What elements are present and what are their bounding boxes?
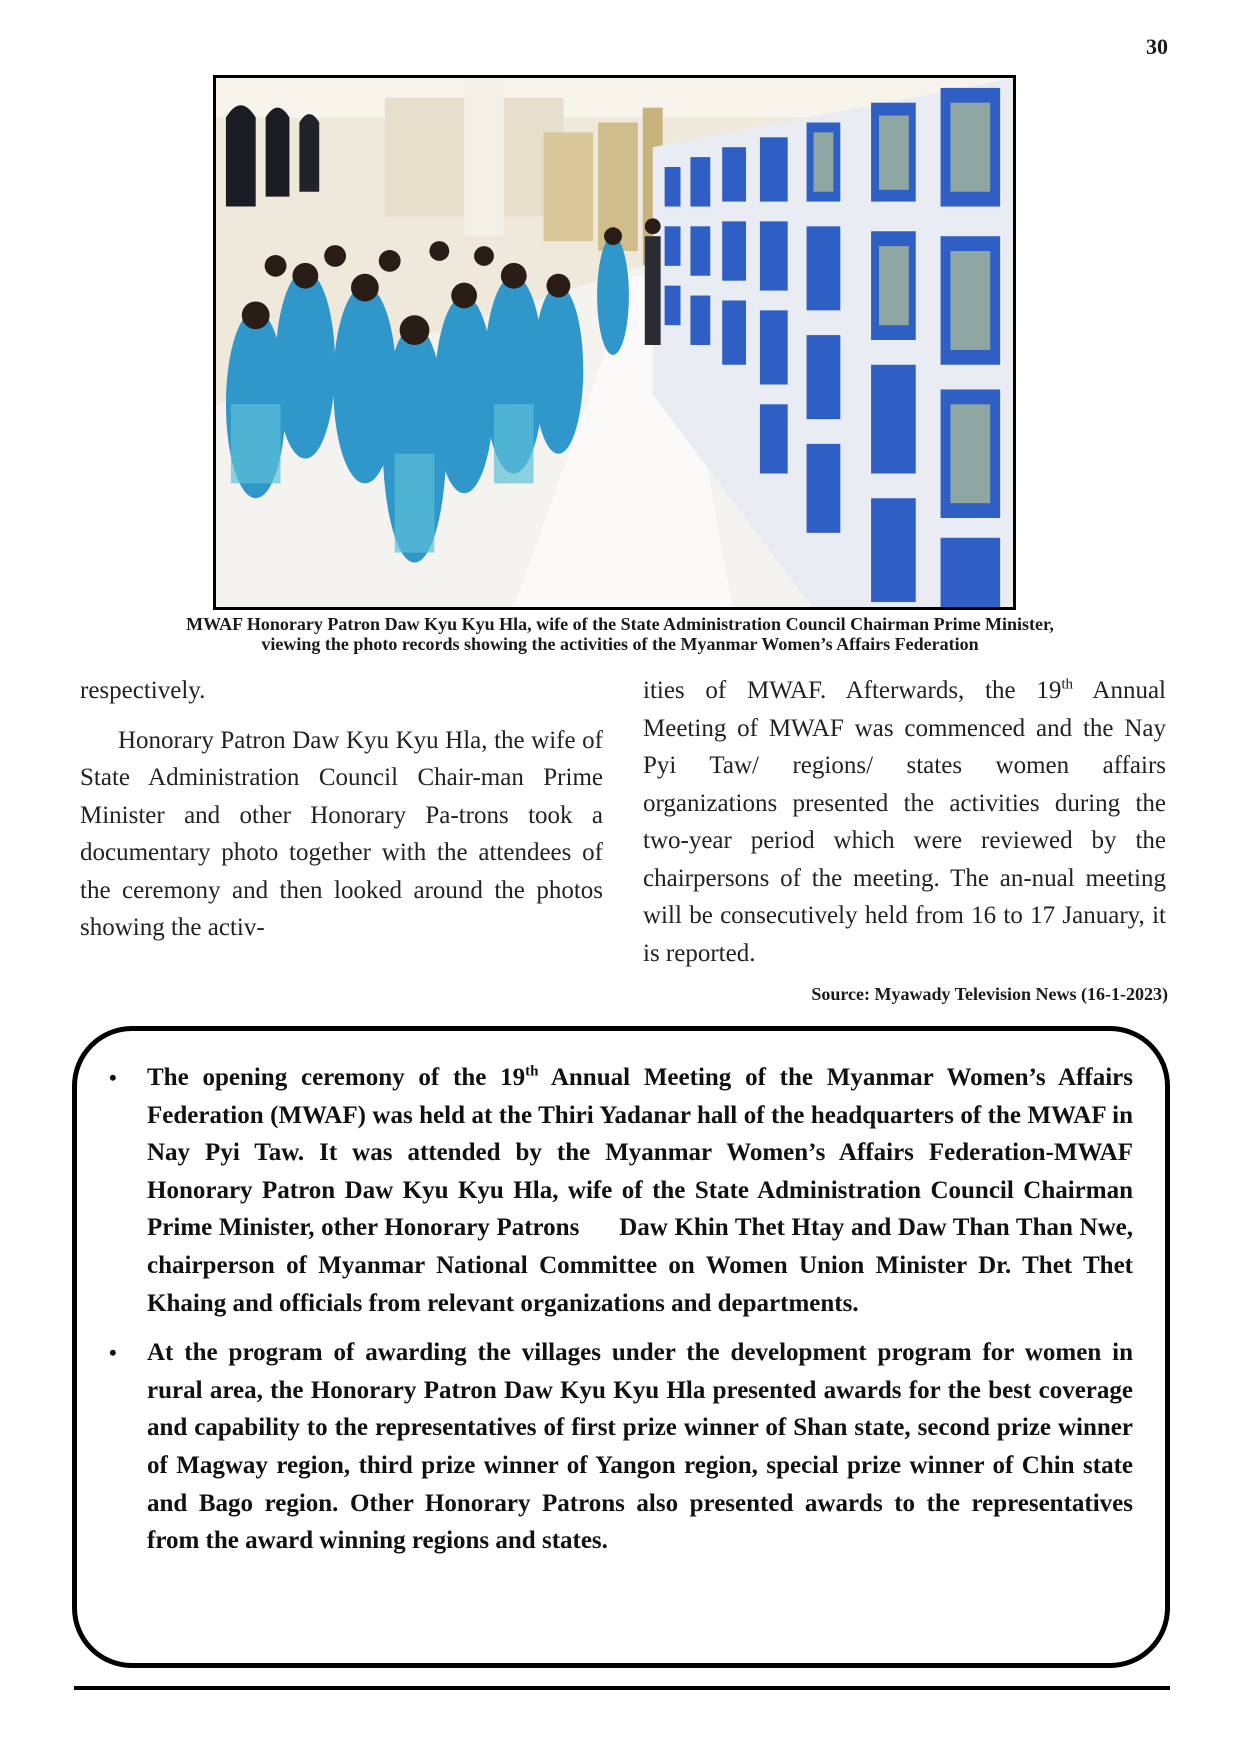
article-column-left — [80, 672, 603, 947]
text-run: At the program of awarding the villages under the development program for women in rural area, the Honorary Patron Daw Kyu Kyu Hla presented awards for the best coverage and capability to the representatives of first prize winner of Shan state, second prize winner of Magway region, third prize winner of Yangon region, special prize winner of Chin state and Bago region. Other Honorary Patrons also presented awards to the representatives from the award winning regions and states. — [147, 1339, 1133, 1555]
bullet-icon: • — [109, 1065, 117, 1090]
news-photo — [213, 75, 1016, 610]
photo-caption — [60, 614, 1180, 654]
article-paragraph: Honorary Patron Daw Kyu Kyu Hla, the wife of State Administration Council Chair-man Prime Minister and other Honorary Pa-trons took a documentary photo together with the attendees of the ceremony and then looked around the photos showing the activ- — [80, 726, 603, 941]
summary-list — [109, 1059, 1133, 1560]
bullet-icon: • — [109, 1340, 117, 1366]
text-run: ities of MWAF. Afterwards, the 19 — [643, 677, 1062, 704]
ordinal-suffix: th — [1061, 676, 1074, 693]
page-number: 30 — [1146, 34, 1168, 59]
text-run: Annual Meeting of MWAF was commenced and the Nay Pyi Taw/ regions/ states women affairs organizations presented the activities during the two-year period which were reviewed by the chairpersons of the meeting. The an-nual meeting will be consecutively held from 16 to 17 January, it is reported. — [643, 677, 1166, 967]
article-column-right — [643, 672, 1166, 972]
caption-line-1: MWAF Honorary Patron Daw Kyu Kyu Hla, wife of the State Administration Council Chairman Prime Minister, — [186, 614, 1054, 634]
text-run: Annual Meeting of the Myanmar Women’s Affairs Federation (MWAF) was held at the Thiri Yadanar hall of the headquarters of the MWAF in Nay Pyi Taw. It was attended by the Myanmar Women’s Affairs Federation-MWAF Honorary Patron Daw Kyu Kyu Hla, wife of the State Administration Council Chairman Prime Minister, other Honorary Patrons Daw Khin Thet Htay and Daw Than Than Nwe, chairperson of Myanmar National Committee on Women Union Minister Dr. Thet Thet Khaing and officials from relevant organizations and departments. — [147, 1064, 1133, 1317]
summary-item — [109, 1059, 1133, 1322]
article-paragraph — [643, 672, 1166, 972]
source-citation: Source: Myawady Television News (16-1-2023) — [811, 984, 1168, 1004]
summary-item — [109, 1334, 1133, 1560]
ordinal-suffix: th — [525, 1063, 539, 1080]
article-paragraph: respectively. — [80, 677, 206, 704]
summary-box — [72, 1026, 1170, 1668]
photo-illustration — [216, 78, 1013, 607]
footer-rule — [74, 1686, 1170, 1690]
caption-line-2: viewing the photo records showing the activities of the Myanmar Women’s Affairs Federation — [261, 634, 979, 654]
text-run: The opening ceremony of the 19 — [147, 1064, 526, 1091]
